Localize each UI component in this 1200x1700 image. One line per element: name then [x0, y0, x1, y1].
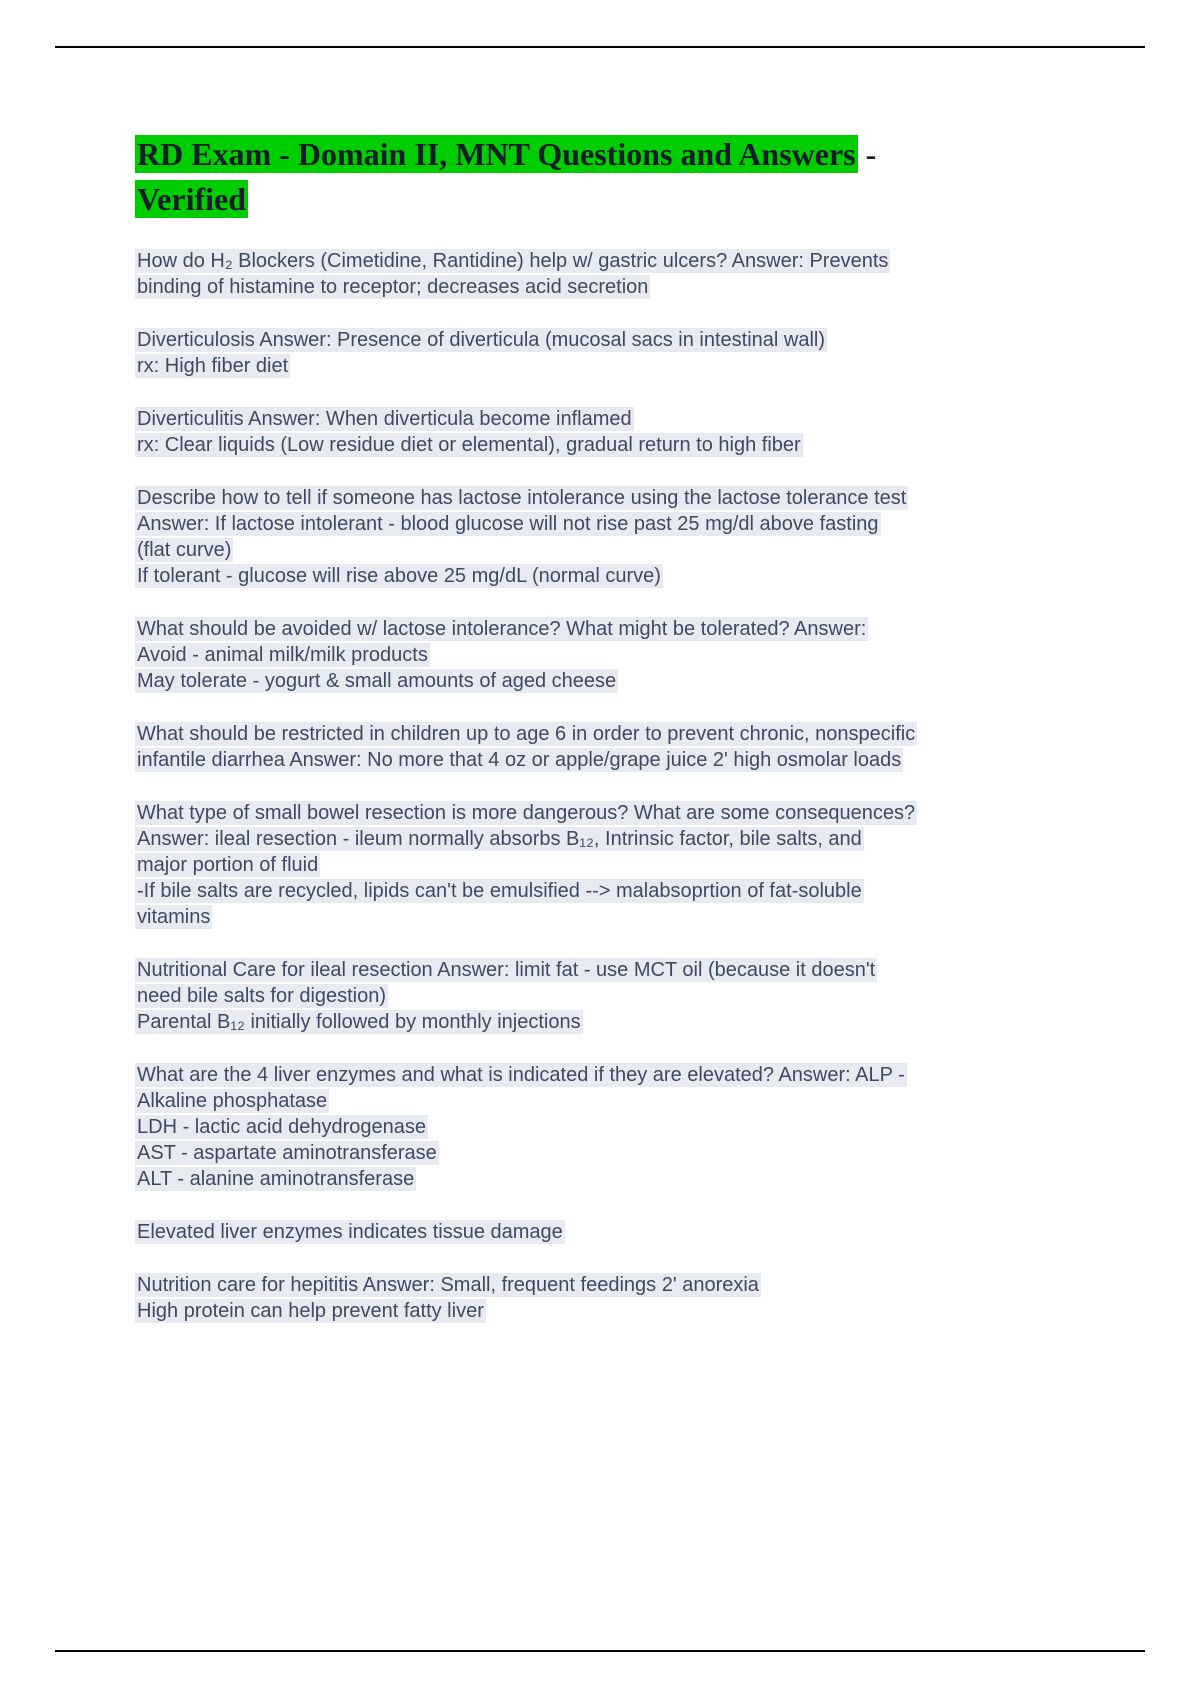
qa-line: [135, 721, 1020, 747]
qa-line: [135, 432, 1020, 458]
qa-line-text: vitamins: [137, 906, 211, 928]
qa-line: [135, 1219, 1020, 1245]
qa-line: [135, 1088, 1020, 1114]
qa-line-text: Alkaline phosphatase: [137, 1090, 328, 1112]
qa-paragraphs: [135, 248, 1020, 1324]
qa-line-text: Diverticulitis Answer: When diverticula become inflamed: [137, 408, 632, 430]
qa-line: [135, 485, 1020, 511]
title-highlight-line2: Verified: [137, 181, 247, 217]
qa-paragraph: [135, 327, 1020, 379]
qa-line-text: High protein can help prevent fatty liver: [137, 1300, 484, 1322]
qa-line-text: Parental B₁₂ initially followed by monthly injections: [137, 1011, 581, 1033]
qa-line: [135, 1166, 1020, 1192]
qa-line: [135, 1062, 1020, 1088]
qa-line: [135, 1140, 1020, 1166]
qa-line-text: (flat curve): [137, 539, 232, 561]
qa-line: [135, 353, 1020, 379]
qa-paragraph: [135, 957, 1020, 1035]
qa-line-text: Nutritional Care for ileal resection Answer: limit fat - use MCT oil (because it doesn't: [137, 959, 876, 981]
qa-line: [135, 537, 1020, 563]
qa-line: [135, 274, 1020, 300]
qa-line-text: -If bile salts are recycled, lipids can't be emulsified --> malabsoprtion of fat-soluble: [137, 880, 862, 902]
qa-line: [135, 406, 1020, 432]
qa-line-text: Answer: ileal resection - ileum normally absorbs B₁₂, Intrinsic factor, bile salts, and: [137, 828, 862, 850]
qa-line: [135, 826, 1020, 852]
qa-paragraph: [135, 1219, 1020, 1245]
qa-paragraph: [135, 1062, 1020, 1192]
qa-line: [135, 642, 1020, 668]
qa-line: [135, 1298, 1020, 1324]
qa-paragraph: [135, 800, 1020, 930]
qa-line-text: Describe how to tell if someone has lactose intolerance using the lactose tolerance test: [137, 487, 907, 509]
qa-line-text: Answer: If lactose intolerant - blood glucose will not rise past 25 mg/dl above fasting: [137, 513, 879, 535]
qa-paragraph: [135, 1272, 1020, 1324]
qa-line-text: Diverticulosis Answer: Presence of diverticula (mucosal sacs in intestinal wall): [137, 329, 826, 351]
qa-paragraph: [135, 616, 1020, 694]
bottom-rule: [55, 1650, 1145, 1652]
qa-line: [135, 563, 1020, 589]
qa-line: [135, 852, 1020, 878]
qa-line-text: major portion of fluid: [137, 854, 319, 876]
qa-line-text: infantile diarrhea Answer: No more that 4 oz or apple/grape juice 2' high osmolar loads: [137, 749, 902, 771]
qa-line-text: rx: Clear liquids (Low residue diet or elemental), gradual return to high fiber: [137, 434, 801, 456]
qa-paragraph: [135, 485, 1020, 589]
qa-line-text: need bile salts for digestion): [137, 985, 387, 1007]
qa-paragraph: [135, 248, 1020, 300]
qa-line: [135, 1272, 1020, 1298]
qa-line: [135, 904, 1020, 930]
qa-paragraph: [135, 721, 1020, 773]
qa-line-text: What type of small bowel resection is more dangerous? What are some consequences?: [137, 802, 916, 824]
qa-line: [135, 327, 1020, 353]
qa-line: [135, 957, 1020, 983]
qa-line-text: Nutrition care for hepititis Answer: Small, frequent feedings 2' anorexia: [137, 1274, 759, 1296]
document-content: [135, 132, 1020, 1351]
title-suffix: -: [857, 136, 877, 172]
qa-line-text: If tolerant - glucose will rise above 25 mg/dL (normal curve): [137, 565, 661, 587]
qa-line: [135, 511, 1020, 537]
qa-line-text: Avoid - animal milk/milk products: [137, 644, 428, 666]
qa-line-text: May tolerate - yogurt & small amounts of aged cheese: [137, 670, 617, 692]
title-highlight-line1: RD Exam - Domain II, MNT Questions and Answers: [137, 136, 856, 172]
qa-line: [135, 668, 1020, 694]
qa-line: [135, 878, 1020, 904]
qa-line: [135, 983, 1020, 1009]
page-title: [135, 132, 1020, 222]
top-rule: [55, 46, 1145, 48]
qa-line-text: How do H₂ Blockers (Cimetidine, Rantidine) help w/ gastric ulcers? Answer: Prevents: [137, 250, 889, 272]
qa-line-text: ALT - alanine aminotransferase: [137, 1168, 415, 1190]
qa-line-text: What should be avoided w/ lactose intolerance? What might be tolerated? Answer:: [137, 618, 867, 640]
qa-line-text: What are the 4 liver enzymes and what is indicated if they are elevated? Answer: ALP -: [137, 1064, 905, 1086]
qa-line: [135, 1114, 1020, 1140]
qa-line: [135, 1009, 1020, 1035]
qa-line-text: What should be restricted in children up to age 6 in order to prevent chronic, nonspecific: [137, 723, 916, 745]
qa-line: [135, 616, 1020, 642]
qa-line: [135, 248, 1020, 274]
qa-line-text: AST - aspartate aminotransferase: [137, 1142, 437, 1164]
qa-paragraph: [135, 406, 1020, 458]
qa-line: [135, 747, 1020, 773]
qa-line-text: binding of histamine to receptor; decreases acid secretion: [137, 276, 649, 298]
qa-line-text: rx: High fiber diet: [137, 355, 289, 377]
qa-line: [135, 800, 1020, 826]
qa-line-text: Elevated liver enzymes indicates tissue damage: [137, 1221, 563, 1243]
qa-line-text: LDH - lactic acid dehydrogenase: [137, 1116, 427, 1138]
